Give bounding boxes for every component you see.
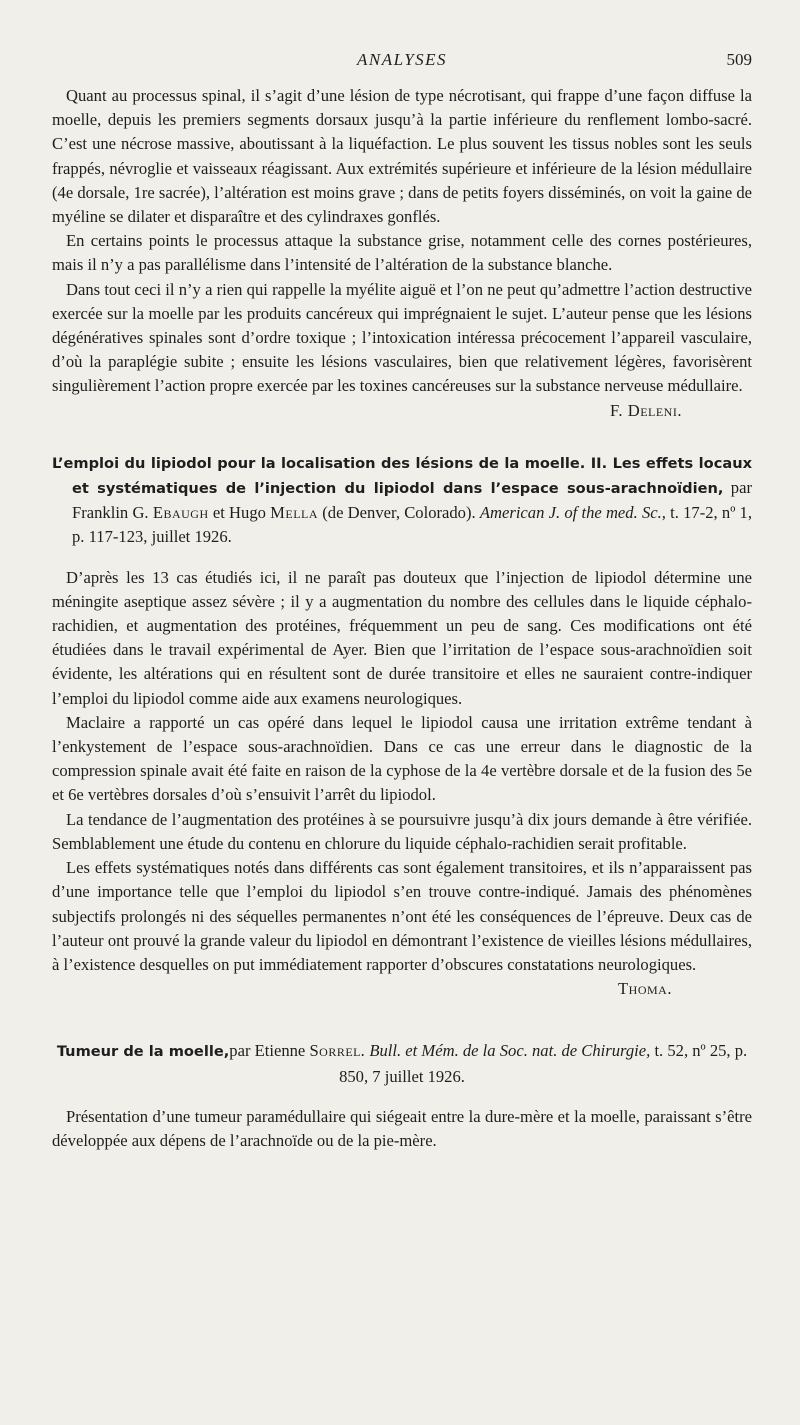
journal-name: American J. of the med. Sc., [479, 503, 666, 523]
signature-text: F. Deleni. [610, 400, 682, 420]
body-paragraph: Dans tout ceci il n’y a rien qui rappelle la myélite aiguë et l’on ne peut qu’admettre l’action destructive exercée sur la moelle par les produits cancéreux qui imprégnaient le sujet. L’auteur pense que les lésions dégénératives spinales sont d’ordre toxique ; l’intoxication intéressa précocement l’appareil vasculaire, d’où la paraplégie subite ; ensuite les lésions vasculaires, bien que relativement légères, favorisèrent singulièrement l’action propre exercée par les toxines cancéreuses sur la substance nerveuse médullaire. [52, 279, 752, 396]
text-column [52, 84, 752, 1153]
body-paragraph: Maclaire a rapporté un cas opéré dans lequel le lipiodol causa une irritation extrême tendant à l’enkystement de l’espace sous-arachnoïdien. Dans ce cas une erreur dans le diagnostic de la compression spinale avait été faite en raison de la cyphose de la 4e vertèbre dorsale et de la fusion des 5e et 6e vertèbres dorsales d’où s’ensuivit l’arrêt du lipiodol. [52, 712, 752, 805]
article-title: Tumeur de la moelle, [56, 1043, 230, 1061]
authors-prefix: par Etienne [229, 1041, 310, 1061]
article-heading [52, 451, 752, 550]
article-heading [52, 1039, 752, 1088]
page-number: 509 [726, 50, 752, 69]
authors-join: et Hugo [208, 503, 271, 523]
body-paragraph: Les effets systématiques notés dans différents cas sont également transitoires, et ils n’apparaissent pas d’une importance telle que l’emploi du lipiodol s’en trouve contre-indiqué. Jamais des phénomènes subjectifs prolongés ni des séquelles permanentes n’ont été les conséquences de l’épreuve. Deux cas de l’auteur ont prouvé la grande valeur du lipiodol en démontrant l’existence de vieilles lésions médullaires, à l’existence desquelles on put immédiatement rapporter d’obscures constatations neurologiques. [52, 858, 752, 974]
journal-name: . Bull. et Mém. de la Soc. nat. de Chirurgie, [361, 1041, 651, 1061]
body-paragraph: D’après les 13 cas étudiés ici, il ne paraît pas douteux que l’injection de lipiodol détermine une méningite aseptique assez sévère ; il y a augmentation du nombre des cellules dans le liquide céphalo-rachidien, et augmentation des protéines, fréquemment un peu de sang. Ces modifications ont été étudiées dans le travail expérimental de Ayer. Bien que l’irritation de l’espace sous-arachnoïdien soit évidente, les altérations qui en résultent sont de durée transitoire et elles ne sauraient contre-indiquer l’emploi du lipiodol comme aide aux examens neurologiques. [52, 567, 752, 708]
body-paragraph: Quant au processus spinal, il s’agit d’une lésion de type nécrotisant, qui frappe d’une façon diffuse la moelle, depuis les premiers segments dorsaux jusqu’à la partie inférieure du renflement lombo-sacré. C’est une nécrose massive, aboutissant à la liquéfaction. Le plus souvent les tissus nobles sont les seuls frappés, névroglie et vaisseaux réagissant. Aux extrémités supérieure et inférieure de la lésion médullaire (4e dorsale, 1re sacrée), l’altération est moins grave ; dans de petits foyers disséminés, on voit la gaine de myéline se dilater et disparaître et des cylindraxes gonflés. [52, 86, 752, 227]
author-name: Ebaugh [152, 503, 209, 523]
body-paragraph: La tendance de l’augmentation des protéines à se poursuivre jusqu’à dix jours demande à être vérifiée. Semblablement une étude du contenu en chlorure du liquide céphalo-rachidien serait profitable. [52, 809, 752, 853]
authors-prefix: par Franklin G. [72, 478, 752, 523]
article-spinal-lesion [52, 84, 752, 423]
reviewer-signature [52, 399, 752, 423]
running-title: ANALYSES [356, 50, 448, 69]
reviewer-signature [52, 977, 752, 1001]
author-location: (de Denver, Colorado). [318, 503, 480, 523]
article-lipiodol [52, 451, 752, 1001]
page-header [52, 50, 752, 74]
article-tumor [52, 1039, 752, 1153]
article-title: L’emploi du lipiodol pour la localisation des lésions de la moelle. II. Les effets locaux et systématiques de l’injection du lipiodol dans l’espace sous-arachnoïdien, [52, 454, 752, 498]
signature-text: Thoma. [618, 979, 672, 999]
citation: t. 52, nº 25, p. 850, 7 juillet 1926. [339, 1041, 748, 1086]
body-paragraph: Présentation d’une tumeur paramédullaire qui siégeait entre la dure-mère et la moelle, paraissant s’être développée aux dépens de l’arachnoïde ou de la pie-mère. [52, 1106, 752, 1150]
citation: t. 17-2, nº 1, p. 117-123, juillet 1926. [72, 503, 753, 547]
body-paragraph: En certains points le processus attaque la substance grise, notamment celle des cornes postérieures, mais il n’y a pas parallélisme dans l’intensité de l’altération de la substance blanche. [52, 231, 752, 275]
author-name: Mella [270, 503, 319, 523]
author-name: Sorrel [309, 1041, 362, 1061]
